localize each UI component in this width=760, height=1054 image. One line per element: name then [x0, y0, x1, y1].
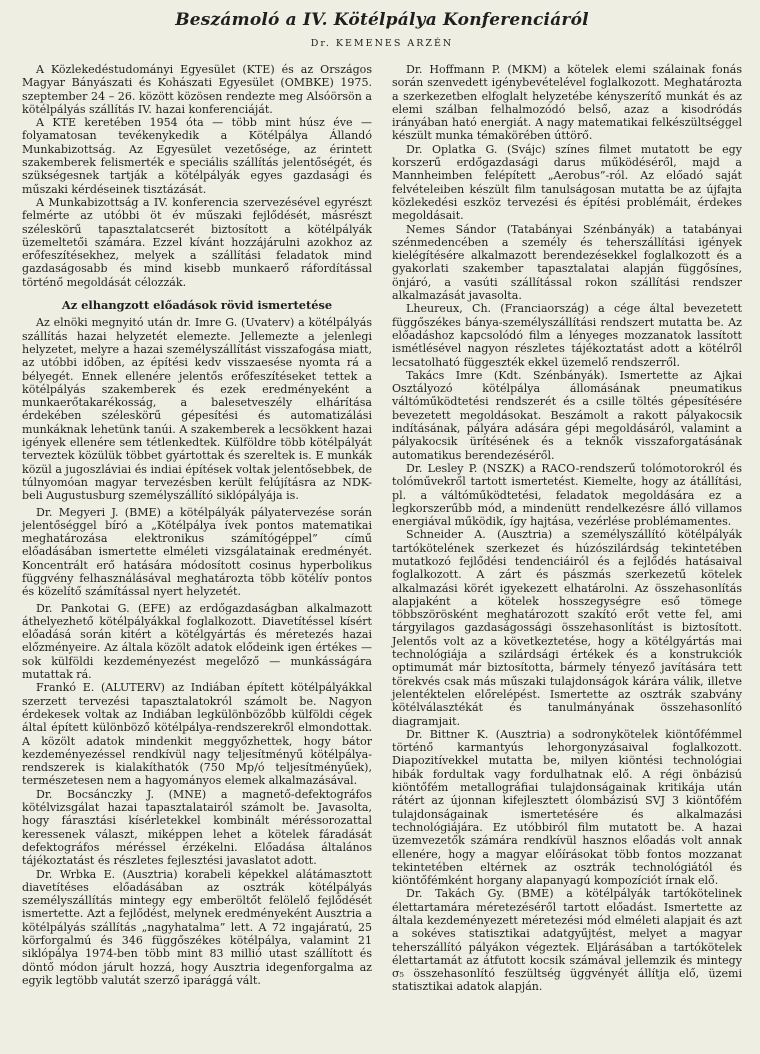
left-column: [22, 63, 372, 994]
paragraph: Frankó E. (ALUTERV) az Indiában épített kötélpályákkal szerzett tervezési tapasztalatokról számolt be. Nagyon érdekesek voltak az Indiában legkülönbözőbb külföldi cégek által épített különböző kötélpálya-rendszerekről elmondottak. A közölt adatok mindenkit meggyőzhettek, hogy bátor kezdeményezéssel rendkívül nagy teljesítményű kötélpálya-rendszerek is kialakíthatók (750 Mp/ó teljesítményűek), természetesen nem a hagyományos elemek alkalmazásával.: [22, 681, 372, 788]
paragraph: Dr. Pankotai G. (EFE) az erdőgazdaságban alkalmazott áthelyezhető kötélpályákkal foglalkozott. Diavetítéssel kísért előadásá során kitért a kötélgyártás és méretezés hazai előzményeire. Az általa közölt adatok elődeink igen értékes — sok külföldi kezdeményezést megelőző — munkásságára mutattak rá.: [22, 601, 372, 682]
paragraph: Dr. Lesley P. (NSZK) a RACO-rendszerű tolómotorokról és tolóművekről tartott ismertetést. Kiemelte, hogy az átállítási, pl. a váltóműködtetési, feladatok megoldására ez a legkorszerűbb mód, a mindenütt rendelkezésre álló villamos energiával működik, így hajtása, vezérlése problémamentes.: [392, 461, 742, 529]
paragraph: Lheureux, Ch. (Franciaország) a cége által bevezetett függőszékes bánya-személyszállítási rendszert mutatta be. Az előadáshoz kapcsolódó film a lényeges mozzanatok lassított ismétlésével nagyon részletes tájékoztatást adott a kötélről lecsatolható függeszték ekkel üzemelő rendszerről.: [392, 302, 742, 369]
paragraph: Dr. Wrbka E. (Ausztria) korabeli képekkel alátámasztott diavetítéses előadásában az osztrák kötélpályás személyszállítás mintegy egy emberöltőt felölelő fejlődését ismertette. Azt a fejlődést, melynek eredményeként Ausztria a kötélpályás szállítás „nagyhatalma” lett. A 72 ingajáratú, 25 körforgalmú és 346 függőszékes kötélpálya, valamint 21 siklópálya 1974-ben több mint 83 millió utast szállított és döntő módon járult hozzá, hogy Ausztria idegenforgalma az egyik legtöbb valutát szerző iparággá vált.: [22, 867, 372, 987]
right-column: [392, 63, 742, 994]
paragraph: Nemes Sándor (Tatabányai Szénbányák) a tatabányai szénmedencében a személy és teherszállítási igények kielégítésére alkalmazott berendezésekkel foglalkozott és a gyakorlati szakember tapasztalatai alapján függősínes, önjáró, a vasúti szállítással rokon szállítási rendszer alkalmazását javasolta.: [392, 222, 742, 303]
author-line: Dr. KEMENES ARZÉN: [310, 38, 454, 49]
paragraph: A Közlekedéstudományi Egyesület (KTE) és az Országos Magyar Bányászati és Kohászati Egyesület (OMBKE) 1975. szeptember 24 – 26. között közösen rendezte meg Alsóörsön a kötélpályás szállítás IV. hazai konferenciáját.: [22, 63, 372, 116]
paragraph: Takács Imre (Kdt. Szénbányák). Ismertette az Ajkai Osztályozó kötélpálya állomásának pneumatikus váltóműködtetési rendszerét és a csille töltés gépesítésére bevezetett megoldásokat. Beszámolt a rakott pályakocsik indításának, pályára adására gépi megoldásáról, valamint a pályakocsik ürítésének és a teknők visszaforgatásának automatikus berendezéséről.: [392, 368, 742, 462]
paragraph: Dr. Bittner K. (Ausztria) a sodronykötelek kiöntőfémmel történő karmantyús lehorgonyzásaival foglalkozott. Diapozitívekkel mutatta be, milyen kiöntési technológiai hibák fordultak vagy fordulhatnak elő. A régi önbázisú kiöntőfém metallográfiai tulajdonságainak kritikája után rátért az újonnan kifejlesztett ólombázisú SVJ 3 kiöntőfém tulajdonságainak ismertetésére és alkalmazási technológiájára. Ez utóbbiról film mutatott be. A hazai üzemvezetők számára rendkívül hasznos előadás volt annak ellenére, hogy a magyar előírásokat több fontos mozzanat tekintetében eltérnek az osztrák technológiától és kiöntőfémként horgany alapanyagú kompozíciót írnak elő.: [392, 727, 742, 888]
paragraph: Dr. Megyeri J. (BME) a kötélpályák pályatervezése során jelentőséggel bíró a „Kötélpálya ívek pontos matematikai meghatározása elektronikus számítógéppel” című előadásában ismertette elméleti vizsgálatainak eredményét. Koncentrált erő hatására módosított cosinus hyperbolikus függvény felhasználásával meghatározta több kötélív pontos és közelítő számítással nyert helyzetét.: [22, 505, 372, 599]
article-body: [22, 63, 742, 994]
paragraph: Dr. Hoffmann P. (MKM) a kötelek elemi szálainak fonás során szenvedett igénybevételével foglalkozott. Meghatározta a szerkezetben elfoglalt helyzetébe kényszerítő munkát és az elemi szálban felhalmozódó belső, azaz a kisodródás irányában ható energiát. A nagy matematikai felkészültséggel készült munka témakörében úttörő.: [392, 63, 742, 143]
article-title: Beszámoló a IV. Kötélpálya Konferenciáról: [175, 10, 589, 30]
paragraph: Dr. Takách Gy. (BME) a kötélpályák tartókötelinek élettartamára méretezéséről tartott előadást. Ismertette az általa kezdeményezett méretezési mód elméleti alapjait és azt a sokéves statisztikai adatgyűjtést, melyet a magyar teherszállító pályákon végeztek. Eljárásában a tartókötelek élettartamát az átfutott kocsik számával jellemzik és mintegy σ₅ összehasonlító feszültség üggvényét állítja elő, üzemi statisztikai adatok alapján.: [392, 887, 742, 994]
paragraph: Schneider A. (Ausztria) a személyszállító kötélpályák tartókötelének szerkezet és húzószilárdság tekintetében mutatkozó fejlődési tendenciáiról és a fejlődés hatásaival foglalkozott. A zárt és pászmás szerkezetű kötelek alkalmazási körét igyekezett elhatárolni. Az összehasonlítás alapjaként a kötelek hosszegységre eső tömege többszörösként meghatározott szakító erőt vette fel, ami tárgyilagos gazdaságossági összehasonlítást is biztosított. Jelentős volt az a következtetése, hogy a kötélgyártás mai technológiája a szilárdsági értékek és a konstrukciók optimumát már biztosította, bármely tényező javítására tett törekvés csak más műszaki tulajdonságok kárára válik, illetve jelentéktelen előrelépést. Ismertette az osztrák szabvány kötélválasztékát és tanulmányának összehasonlító diagramjait.: [392, 528, 742, 728]
paragraph: A KTE keretében 1954 óta — több mint húsz éve — folyamatosan tevékenykedik a Kötélpálya Állandó Munkabizottság. Az Egyesület vezetősége, az érintett szakemberek felismerték e speciális szállítás jelentőségét, és szükségesnek tartják a kötélpályák egyes gazdasági és műszaki kérdéseinek tisztázását.: [22, 116, 372, 196]
paragraph: Dr. Oplatka G. (Svájc) színes filmet mutatott be egy korszerű erdőgazdasági darus működéséről, majd a Mannheimben felépített „Aerobus”-ról. Az előadó saját felvételeiben készült film tanulságosan mutatta be az újfajta közlekedési eszköz tervezési és építési problémáit, érdekes megoldásait.: [392, 142, 742, 223]
section-heading: Az elhangzott előadások rövid ismertetése: [61, 298, 333, 313]
paragraph: A Munkabizottság a IV. konferencia szervezésével egyrészt felmérte az utóbbi öt év műszaki fejlődését, másrészt széleskörű tapasztalatcserét biztosított a kötélpályák üzemeltetői számára. Ezzel kívánt hozzájárulni azokhoz az erőfeszítésekhez, melyek a szállítási feladatok mind gazdaságosabb és mind kisebb munkaerő ráfordítással történő megoldását célozzák.: [22, 195, 372, 289]
paragraph: Az elnöki megnyitó után dr. Imre G. (Uvaterv) a kötélpályás szállítás hazai helyzetét elemezte. Jellemezte a jelenlegi helyzetet, melyre a hazai személyszállítást visszafogása miatt, az utóbbi időben, az építési kedv visszaesése nyomta rá a bélyegét. Ennek ellenére jelentős erőfeszítéseket tettek a kötélpályás szakemberek és ezek eredményeként a munkaerőtakarékosság, a balesetveszély elhárítása érdekében széleskörű gépesítési és automatizálási munkáknak lehetünk tanúi. A szakemberek a lecsökkent hazai igények ellenére sem tétlenkedtek. Külföldre több kötélpályát terveztek közülük többet gyártottak és szereltek is. E munkák közül a jugoszláviai és indiai építések voltak jelentősebbek, de túlnyomóan magyar tervezésben került felújításra az NDK-beli Augustusburg személyszállító siklópályája is.: [22, 316, 372, 503]
paragraph: Dr. Bocsánczky J. (MNE) a magnető-defektográfos kötélvizsgálat hazai tapasztalatairól számolt be. Javasolta, hogy fárasztási kísérletekkel kombinált méréssorozattal keressenek választ, miképpen lehet a kötelek fáradását defektográfos méréssel érzékelni. Előadása általános tájékoztatást és részletes fejlesztési javaslatot adott.: [22, 787, 372, 868]
